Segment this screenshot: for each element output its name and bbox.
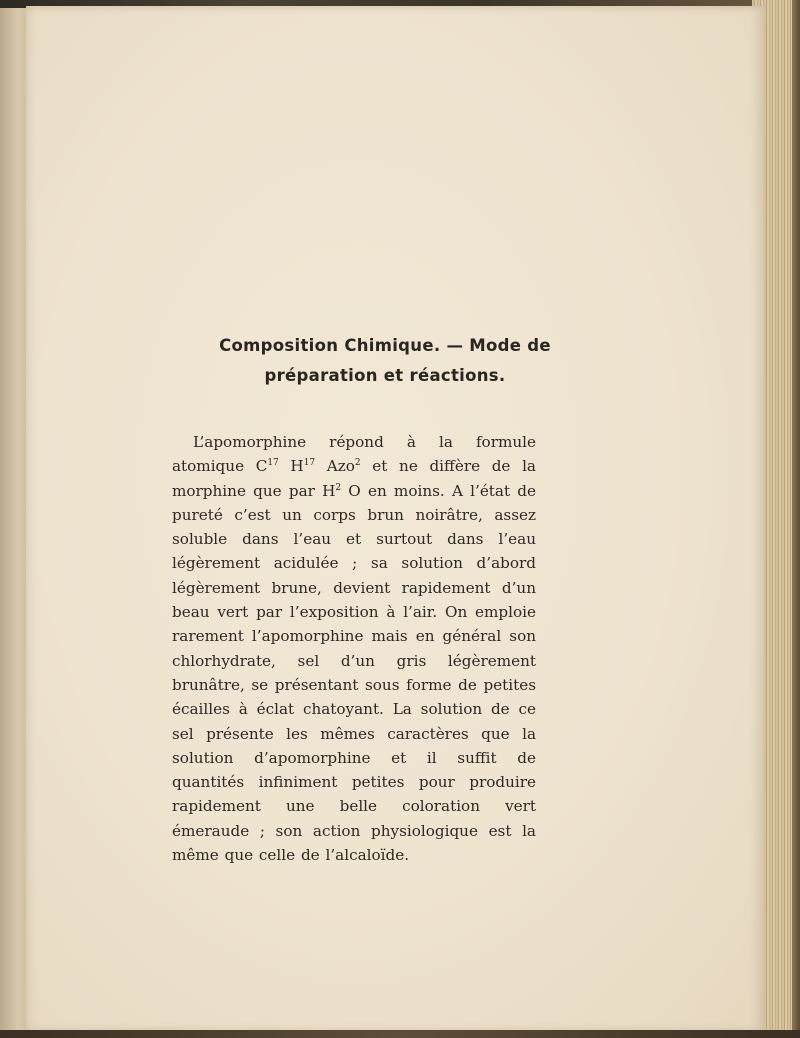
text-run: Azo: [315, 457, 355, 476]
text-run: et ne diffère de la morphine que par H: [172, 457, 536, 500]
superscript: 17: [303, 458, 316, 469]
superscript: 2: [354, 458, 361, 469]
bottom-edge: [0, 1030, 800, 1038]
superscript: 17: [267, 458, 279, 469]
section-heading-line-2: préparation et réactions.: [264, 366, 506, 385]
text-run: L’apomorphine répond à la formule atomique C: [172, 433, 536, 476]
section-heading-line-1: Composition Chimique. — Mode de: [219, 336, 551, 355]
text-run: O en moins. A l’état de pureté c’est un corps brun noirâtre, assez soluble dans l’eau et surtout dans l’eau légèrement acidulée ; sa solution d’abord légèrement brune, devient rapidement d’un beau vert par l’exposition à l’air. On emploie rarement l’apomorphine mais en général son chlorhydrate, sel d’un gris légèrement brunâtre, se présentant sous forme de petites écailles à éclat chatoyant. La solution de ce sel présente les mêmes caractères que la solution d’apomorphine et il suffit de quantités infiniment petites pour produire rapidement une belle coloration vert émeraude ; son action physiologique est la même que celle de l’alcaloïde.: [172, 481, 536, 865]
superscript: 2: [335, 482, 342, 493]
text-run: H: [278, 457, 304, 476]
body-paragraph: [172, 430, 536, 867]
